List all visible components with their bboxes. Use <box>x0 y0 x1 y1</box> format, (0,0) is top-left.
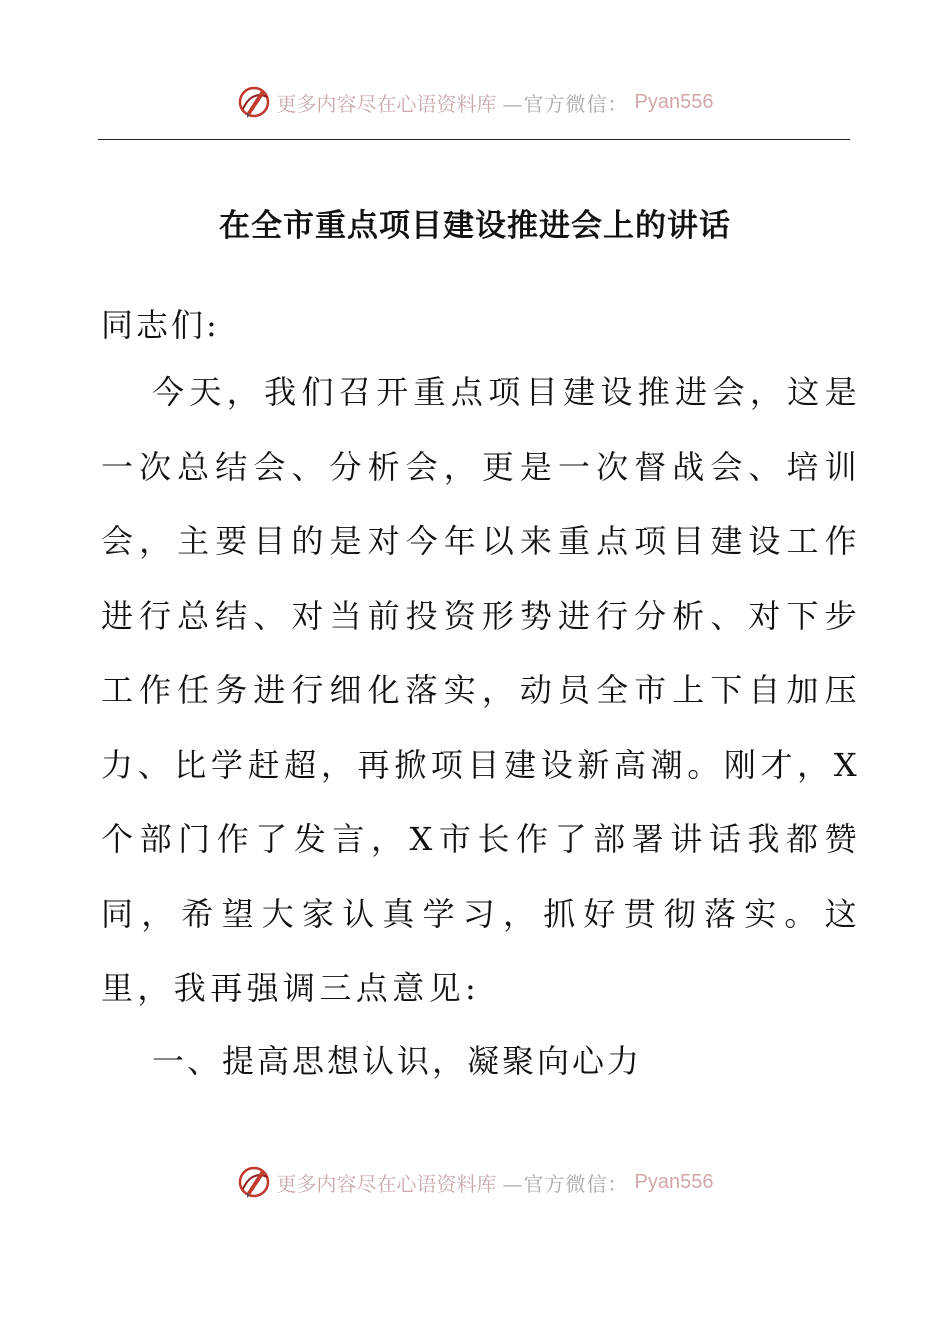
header-watermark-banner <box>0 82 950 122</box>
library-name-text: 更多内容尽在心语资料库 <box>276 91 497 116</box>
official-label-text: —官方微信： <box>502 91 629 116</box>
salutation: 同志们: <box>101 306 220 344</box>
pen-swirl-logo-icon <box>237 1165 271 1199</box>
body-paragraph: 今天，我们召开重点项目建设推进会，这是一次总结会、分析会，更是一次督战会、培训会，主要目的是对今年以来重点项目建设工作进行总结、对当前投资形势进行分析、对下步工作任务进行细化落实，动员全市上下自加压力、比学赶超，再掀项目建设新高潮。刚才，X个部门作了发言，X市长作了部署讲话我都赞同，希望大家认真学习，抓好贯彻落实。这里，我再强调三点意见: <box>101 373 861 1007</box>
wechat-id-text: Pyan556 <box>634 1170 714 1193</box>
header-divider <box>98 139 850 140</box>
official-label-text: —官方微信： <box>502 1171 629 1196</box>
wechat-id-text: Pyan556 <box>634 90 714 113</box>
footer-watermark-banner <box>0 1162 950 1202</box>
document-title: 在全市重点项目建设推进会上的讲话 <box>219 208 731 244</box>
section-heading: 一、提高思想认识，凝聚向心力 <box>152 1042 643 1080</box>
pen-swirl-logo-icon <box>237 85 271 119</box>
library-name-text: 更多内容尽在心语资料库 <box>276 1171 497 1196</box>
